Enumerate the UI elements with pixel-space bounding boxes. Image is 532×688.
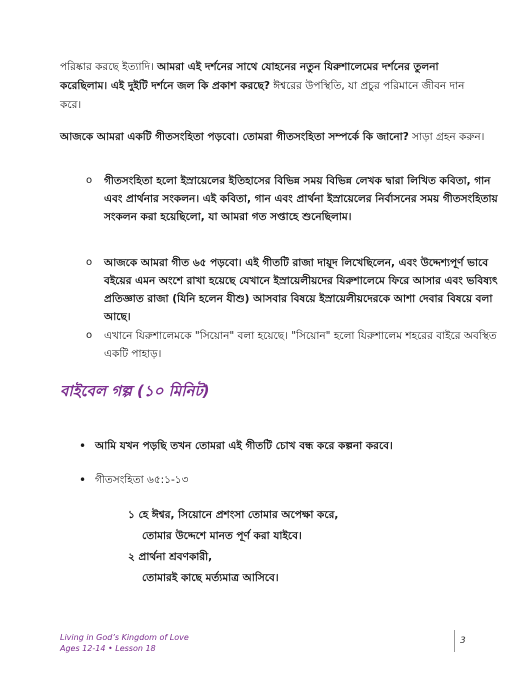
sub-list-item-text: গীতসংহিতা হলো ইস্রায়েলের ইতিহাসের বিভিন্ন সময় বিভিন্ন লেখক দ্বারা লিখিত কবিতা, গান এবং প্রার্থনার সংকলন। এই কবিতা, গান এবং প্রার্থনা ইস্রায়েলের নির্বাসনের সময় গীতসংহিতায় সংকলন করা হয়েছিলো, যা আমরা গত সপ্তাহে শুনেছিলাম। bbox=[104, 175, 498, 223]
verse-line: তোমার উদ্দেশে মানত পূর্ণ করা যাইবে। bbox=[142, 530, 302, 542]
paragraph-intro-normal-a: পরিষ্কার করছে ইত্যাদি। bbox=[60, 61, 158, 73]
page-number: 3 bbox=[460, 636, 466, 646]
sub-list-item-text: এখানে যিরুশালেমকে "সিয়োন" বলা হয়েছে। "সিয়োন" হলো যিরুশালেম শহরের বাইরে অবস্থিত একটি পাহাড়। bbox=[104, 330, 497, 360]
sub-list-item bbox=[86, 254, 499, 326]
paragraph-psalm-question-bold: আজকে আমরা একটি গীতসংহিতা পড়বো। তোমরা গীতসংহিতা সম্পর্কে কি জানো? bbox=[60, 131, 409, 143]
verse-line: তোমারই কাছে মর্ত্যমাত্র আসিবে। bbox=[142, 572, 279, 584]
sub-list-item bbox=[86, 327, 499, 363]
verse-line: ২ প্রার্থনা শ্রবণকারী, bbox=[128, 551, 213, 563]
list-circle-marker: o bbox=[86, 175, 93, 186]
sub-list-item bbox=[86, 172, 499, 226]
footer-divider bbox=[454, 630, 455, 652]
footer-lesson-info: Ages 12-14 • Lesson 18 bbox=[60, 644, 156, 653]
bullet-dot-marker: • bbox=[79, 439, 87, 453]
list-circle-marker: o bbox=[86, 330, 93, 341]
paragraph-intro-normal-b: ঈশ্বরের উপস্থিতি, যা প্রচুর পরিমানে জীবন দান করে। bbox=[60, 80, 465, 111]
footer-title: Living in God’s Kingdom of Love bbox=[60, 633, 189, 642]
bullet-item bbox=[79, 437, 515, 455]
bullet-item-text: আমি যখন পড়ছি তখন তোমরা এই গীতটি চোখ বন্ধ করে কল্পনা করবে। bbox=[95, 440, 393, 452]
bullet-item bbox=[79, 471, 515, 489]
verse-line: ১ হে ঈশ্বর, সিয়োনে প্রশংসা তোমার অপেক্ষা করে, bbox=[128, 509, 339, 521]
paragraph-intro bbox=[60, 58, 485, 115]
bullet-item-text: গীতসংহিতা ৬৫:১-১৩ bbox=[95, 474, 189, 486]
bullet-dot-marker: • bbox=[79, 473, 87, 487]
paragraph-intro-bold: আমরা এই দর্শনের সাথে যোহনের নতুন যিরুশালেমের দর্শনের তুলনা করেছিলাম। এই দুইটি দর্শনে জল কি প্রকাশ করছে? bbox=[60, 61, 439, 92]
page-footer bbox=[60, 632, 189, 654]
section-heading: বাইবেল গল্প (১০ মিনিট) bbox=[60, 382, 210, 400]
list-circle-marker: o bbox=[86, 257, 93, 268]
paragraph-psalm-question bbox=[60, 128, 485, 147]
paragraph-psalm-question-normal: সাড়া গ্রহন করুন। bbox=[408, 131, 485, 143]
sub-list-item-text: আজকে আমরা গীত ৬৫ পড়বো। এই গীতটি রাজা দায়ূদ লিখেছিলেন, এবং উদ্দেশ্যপূর্ণ ভাবে বইয়ের এমন অংশে রাখা হয়েছে যেখানে ইস্রায়েলীয়দের যিরুশালেমে ফিরে আসার এবং ভবিষ্যৎ প্রতিজ্ঞাত রাজা (যিনি হলেন যীশু) আসবার বিষয়ে ইস্রায়েলীয়দেরকে আশা দেবার বিষয়ে বলা আছে। bbox=[104, 257, 498, 323]
